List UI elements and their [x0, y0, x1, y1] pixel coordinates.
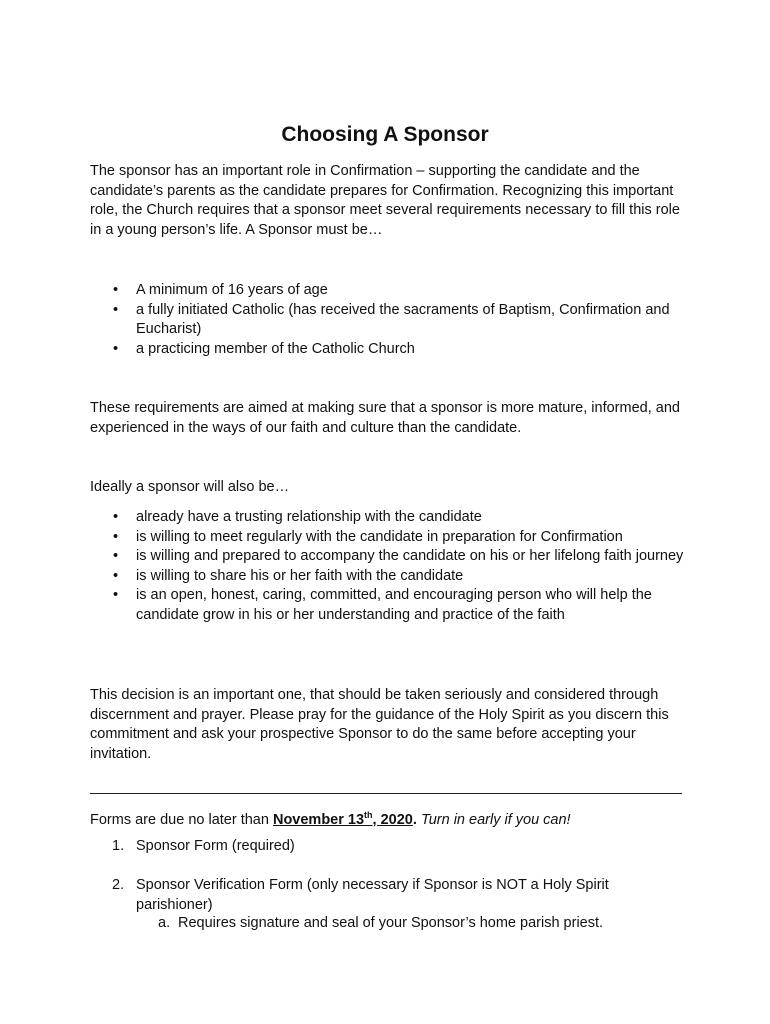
- requirements-list: [90, 281, 690, 359]
- requirement-text: a practicing member of the Catholic Church: [136, 340, 415, 357]
- bullet-icon: •: [113, 509, 119, 525]
- bullet-icon: •: [113, 282, 119, 298]
- list-item: [90, 301, 690, 340]
- ideal-qualities-list: [90, 508, 690, 625]
- item-number: 2.: [112, 877, 125, 893]
- subitem-letter: a.: [158, 915, 171, 931]
- item-number: 1.: [112, 838, 125, 854]
- quality-text: is willing and prepared to accompany the candidate on his or her lifelong faith journey: [136, 548, 684, 564]
- list-item: [90, 586, 690, 625]
- requirements-note: These requirements are aimed at making sure that a sponsor is more mature, informed, and experienced in the ways of our faith and culture than the candidate.: [90, 400, 680, 436]
- decision-paragraph: This decision is an important one, that should be taken seriously and considered through discernment and prayer. Please pray for the guidance of the Holy Spirit as you discern this commitment and ask your prospective Sponsor to do the same before accepting your invitation.: [90, 687, 669, 762]
- form-item-verification: [90, 876, 690, 915]
- list-item: [90, 547, 690, 567]
- requirement-text: a fully initiated Catholic (has received the sacraments of Baptism, Confirmation and Eucharist): [136, 301, 670, 337]
- quality-text: is willing to share his or her faith with the candidate: [136, 567, 464, 584]
- ideally-intro: Ideally a sponsor will also be…: [90, 479, 290, 495]
- list-item: [90, 528, 690, 548]
- turn-in-early-note: Turn in early if you can!: [420, 811, 571, 828]
- list-item: [90, 567, 690, 587]
- bullet-icon: •: [113, 301, 119, 318]
- bullet-icon: •: [113, 528, 119, 545]
- quality-text: is an open, honest, caring, committed, and encouraging person who will help the candidate grow in his or her understanding and practice of the faith: [136, 587, 652, 623]
- list-item: [90, 281, 690, 301]
- requirement-text: A minimum of 16 years of age: [136, 282, 328, 298]
- bullet-icon: •: [113, 548, 119, 564]
- quality-text: already have a trusting relationship with the candidate: [136, 509, 482, 525]
- item-text: Sponsor Form (required): [136, 838, 295, 854]
- forms-due-line: Forms are due no later than November 13th, 2020. Turn in early if you can!: [90, 810, 571, 828]
- due-date: November 13th, 2020: [272, 810, 413, 828]
- quality-text: is willing to meet regularly with the candidate in preparation for Confirmation: [136, 528, 623, 545]
- list-item: [90, 340, 690, 360]
- form-subitem-signature: [158, 914, 678, 934]
- bullet-icon: •: [113, 340, 119, 357]
- form-item-sponsor: [90, 837, 690, 857]
- forms-due-prefix: Forms are due no later than: [90, 811, 273, 828]
- bullet-icon: •: [113, 567, 119, 584]
- page-title: Choosing A Sponsor: [281, 123, 489, 146]
- horizontal-divider: [90, 793, 682, 794]
- bullet-icon: •: [113, 587, 119, 603]
- subitem-text: Requires signature and seal of your Sponsor’s home parish priest.: [178, 915, 604, 931]
- item-text: Sponsor Verification Form (only necessary if Sponsor is NOT a Holy Spirit parishioner): [136, 877, 609, 913]
- list-item: [90, 508, 690, 528]
- intro-paragraph: The sponsor has an important role in Confirmation – supporting the candidate and the candidate’s parents as the candidate prepares for Confirmation. Recognizing this important role, the Church requires that a sponsor meet several requirements necessary to fill this role in a young person’s life. A Sponsor must be…: [90, 163, 680, 238]
